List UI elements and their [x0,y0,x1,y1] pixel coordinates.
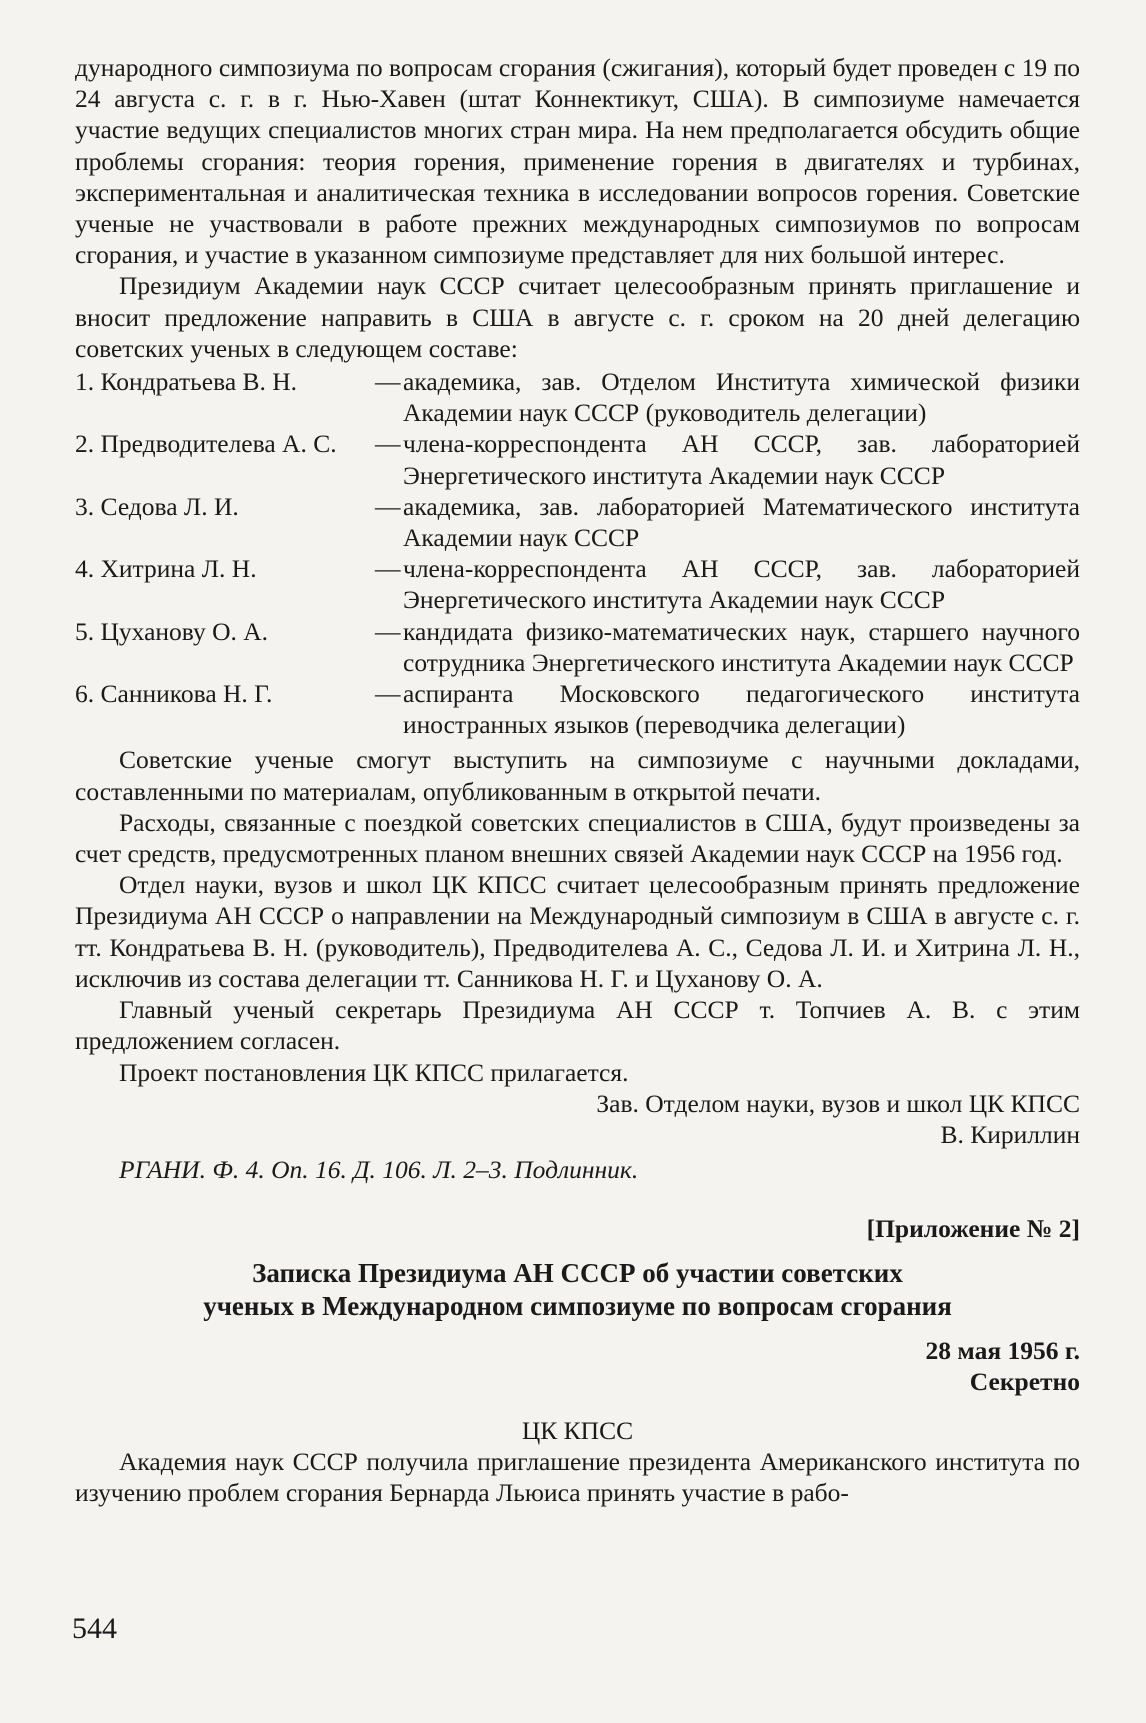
appendix-label: [Приложение № 2] [866,1214,1080,1244]
delegation-list [75,366,1080,740]
list-item: 6. Санникова Н. Г. — аспиранта Московского педагогического института иностранных языков (переводчика делегации) [75,679,1080,740]
document-title-line: Записка Президиума АН СССР об участии советских [252,1257,903,1288]
archive-source: РГАНИ. Ф. 4. Оп. 16. Д. 106. Л. 2–3. Подлинник. [119,1155,639,1185]
text-paragraph: Советские ученые смогут выступить на симпозиуме с научными докладами, составленными по материалам, опубликованным в открытой печати. [75,745,1080,806]
page-number: 544 [72,1612,117,1645]
text-paragraph: Проект постановления ЦК КПСС прилагается. [119,1057,629,1087]
list-item: 3. Седова Л. И. — академика, зав. лабораторией Математического института Академии наук СССР [75,491,1080,553]
signature-name: В. Кириллин [940,1119,1080,1149]
document-title-line: ученых в Международном симпозиуме по вопросам сгорания [203,1290,952,1321]
text-paragraph: Расходы, связанные с поездкой советских специалистов в США, будут произведены за счет средств, предусмотренных планом внешних связей Академии наук СССР на 1956 год. [75,807,1080,869]
document-title [75,1257,1080,1323]
document-date: 28 мая 1956 г. [925,1335,1080,1365]
document-page [75,52,1080,1509]
text-paragraph: Отдел науки, вузов и школ ЦК КПСС считает целесообразным принять предложение Президиума АН СССР о направлении на Международный симпозиум в США в августе с. г. тт. Кондратьева В. Н. (руководитель), Предводителева А. С., Седова Л. И. и Хитрина Л. Н., исключив из состава делегации тт. Санникова Н. Г. и Цуханову О. А. [75,870,1080,993]
signature-position: Зав. Отделом науки, вузов и школ ЦК КПСС [596,1088,1080,1118]
text-paragraph: Академия наук СССР получила приглашение президента Американского института по изучению проблем сгорания Бернарда Льюиса принять участие в рабо- [75,1447,1080,1508]
list-item: 5. Цуханову О. А. — кандидата физико-математических наук, старшего научного сотрудника Энергетического института Академии наук СССР [75,616,1080,677]
text-paragraph: дународного симпозиума по вопросам сгорания (сжигания), который будет проведен с 19 по 24 августа с. г. в г. Нью-Хавен (штат Коннектикут, США). В симпозиуме намечается участие ведущих специалистов многих стран мира. На нем предполагается обсудить общие проблемы сгорания: теория горения, применение горения в двигателях и турбинах, экспериментальная и аналитическая техника в исследовании вопросов горения. Советские ученые не участвовали в работе прежних международных симпозиумов по вопросам сгорания, и участие в указанном симпозиуме представляет для них большой интерес. [75,53,1080,270]
list-item: 2. Предводителева А. С. — члена-корреспондента АН СССР, зав. лабораторией Энергетического института Академии наук СССР [75,429,1080,490]
list-item: 1. Кондратьева В. Н. — академика, зав. Отделом Института химической физики Академии наук СССР (руководитель делегации) [75,367,1080,428]
classification-stamp: Секретно [969,1366,1080,1396]
text-paragraph: Главный ученый секретарь Президиума АН СССР т. Топчиев А. В. с этим предложением согласен. [75,995,1080,1056]
list-item: 4. Хитрина Л. Н. — члена-корреспондента АН СССР, зав. лабораторией Энергетического института Академии наук СССР [75,554,1080,615]
addressee: ЦК КПСС [521,1415,634,1445]
text-paragraph: Президиум Академии наук СССР считает целесообразным принять приглашение и вносит предложение направить в США в августе с. г. сроком на 20 дней делегацию советских ученых в следующем составе: [75,271,1080,363]
